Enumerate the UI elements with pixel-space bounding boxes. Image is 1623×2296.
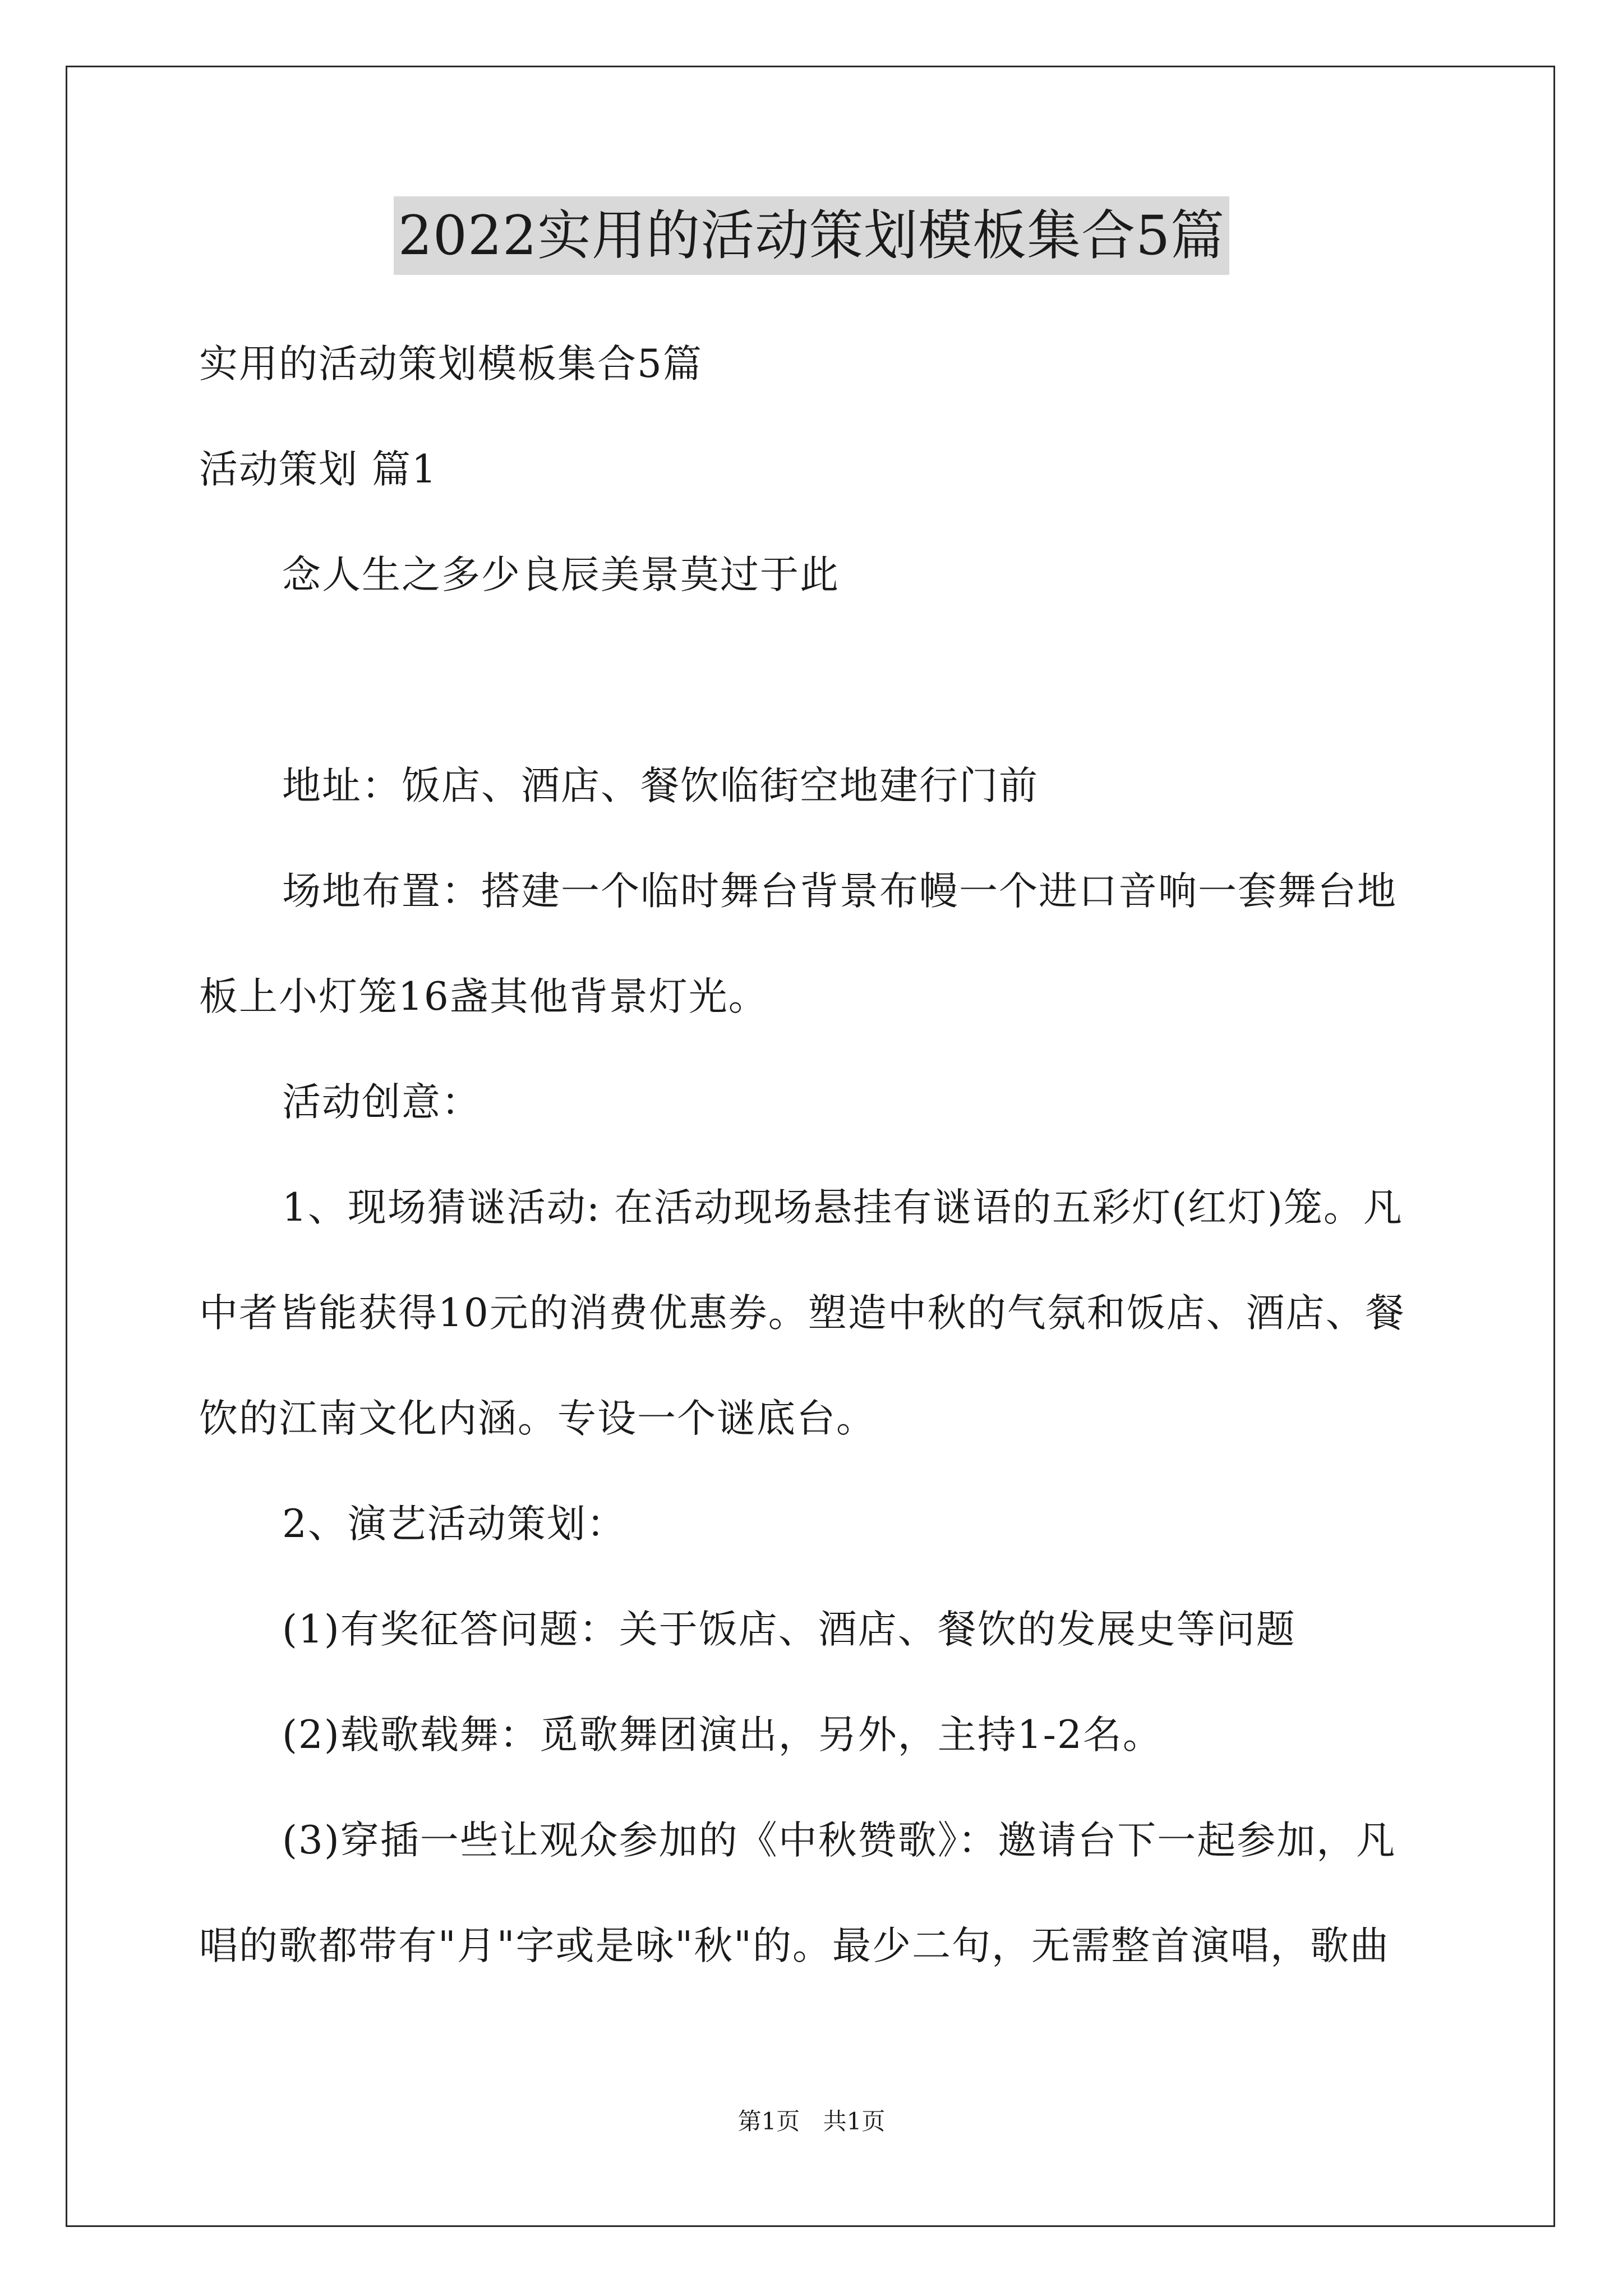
paragraph: (1)有奖征答问题：关于饭店、酒店、餐饮的发展史等问题 — [282, 1607, 1296, 1652]
paragraph: 念人生之多少良辰美景莫过于此 — [282, 553, 840, 597]
page-number: 第1页 — [737, 2108, 800, 2135]
blank-line — [199, 628, 1427, 733]
paragraph: 2、演艺活动策划： — [282, 1502, 626, 1547]
section-heading: 活动策划 篇1 — [199, 447, 437, 492]
paragraph: (2)载歌载舞：觅歌舞团演出，另外，主持1-2名。 — [282, 1713, 1163, 1757]
document-subtitle: 实用的活动策划模板集合5篇 — [199, 342, 703, 386]
paragraph: 场地布置：搭建一个临时舞台背景布幔一个进口音响一套舞台地板上小灯笼16盏其他背景灯光。 — [199, 869, 1397, 1019]
paragraph: 地址：饭店、酒店、餐饮临街空地建行门前 — [282, 763, 1039, 808]
document-body — [199, 311, 1427, 1999]
page-total: 共1页 — [823, 2108, 886, 2135]
document-title: 2022实用的活动策划模板集合5篇 — [394, 196, 1229, 275]
page-footer — [0, 2105, 1623, 2138]
paragraph: 1、现场猜谜活动: 在活动现场悬挂有谜语的五彩灯(红灯)笼。凡中者皆能获得10元的消费优惠券。塑造中秋的气氛和饭店、酒店、餐饮的江南文化内涵。专设一个谜底台。 — [199, 1185, 1405, 1441]
paragraph: 活动创意： — [282, 1080, 481, 1125]
title-container — [0, 196, 1623, 275]
paragraph: (3)穿插一些让观众参加的《中秋赞歌》：邀请台下一起参加，凡唱的歌都带有"月"字或是咏"秋"的。最少二句，无需整首演唱，歌曲 — [199, 1818, 1396, 1968]
